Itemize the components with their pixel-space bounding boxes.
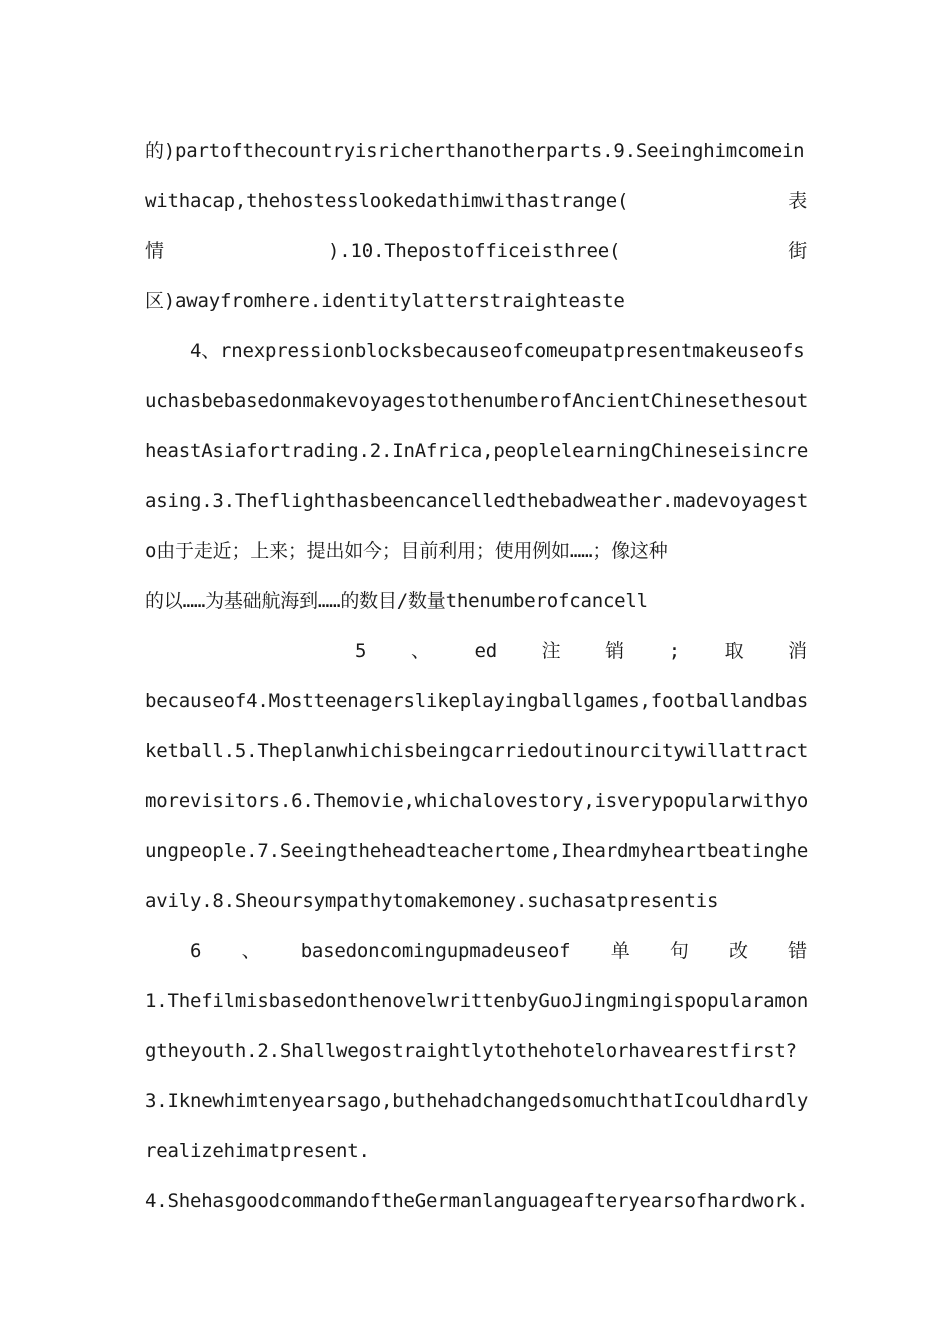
text-fragment: 5 [355,640,367,662]
text-line: o由于走近；上来；提出如今；目前利用；使用例如……；像这种 [145,540,668,562]
text-line: morevisitors.6.Themovie,whichalovestory,isverypopularwithyo [145,790,809,812]
spread-line [355,638,807,664]
text-fragment: ed [474,640,497,662]
text-line: 区)awayfromhere.identitylatterstraighteaste [145,290,625,312]
text-fragment: ; [668,640,680,662]
text-line: 4.ShehasgoodcommandoftheGermanlanguageafteryearsofhardwork. [145,1190,809,1212]
text-fragment: 注 [541,640,561,662]
text-line: ungpeople.7.Seeingtheheadteachertome,Iheardmyheartbeatinghe [145,840,809,862]
text-line: 1.ThefilmisbasedonthenovelwrittenbyGuoJingmingispopularamon [145,990,809,1012]
text-fragment: 街 [788,240,807,262]
text-fragment: 6 [190,940,202,962]
text-fragment: 情 [145,240,164,262]
text-fragment: 取 [724,640,744,662]
text-line [145,188,807,214]
text-fragment: 错 [788,940,807,962]
text-line: realizehimatpresent. [145,1140,370,1162]
text-line: gtheyouth.2.Shallwegostraightlytothehotelorhavearestfirst? [145,1040,797,1062]
text-fragment: 单 [610,940,630,962]
spread-line [190,938,807,964]
text-line: heastAsiafortrading.2.InAfrica,peoplelearningChineseisincre [145,440,809,462]
text-line: uchasbebasedonmakevoyagestothenumberofAncientChinesethesout [145,390,809,412]
text-line: asing.3.Theflighthasbeencancelledthebadweather.madevoyagest [145,490,809,512]
text-fragment: 、 [410,640,430,662]
paragraph-start-line: 4、rnexpressionblocksbecauseofcomeupatpresentmakeuseofs [190,340,805,362]
text-line: 3.Iknewhimtenyearsago,buthehadchangedsomuchthatIcouldhardly [145,1090,809,1112]
text-line: 的)partofthecountryisricherthanotherparts.9.Seeinghimcomein [145,140,805,162]
text-fragment: 销 [605,640,624,662]
text-fragment: 消 [788,640,807,662]
text-line: becauseof4.Mostteenagerslikeplayingballgames,footballandbas [145,690,809,712]
text-fragment: basedoncomingupmadeuseof [300,940,571,962]
text-fragment: 表 [788,190,807,212]
text-line: 的以……为基础航海到……的数目/数量thenumberofcancell [145,590,648,612]
text-fragment: 改 [729,940,748,962]
text-line: ketball.5.Theplanwhichisbeingcarriedoutinourcitywillattract [145,740,809,762]
text-fragment: ).10.Thepostofficeisthree( [328,240,621,262]
text-fragment: 句 [669,940,689,962]
text-fragment: withacap,thehostesslookedathimwithastrange( [145,190,629,212]
text-fragment: 、 [241,940,261,962]
text-line: avily.8.Sheoursympathytomakemoney.suchasatpresentis [145,890,719,912]
